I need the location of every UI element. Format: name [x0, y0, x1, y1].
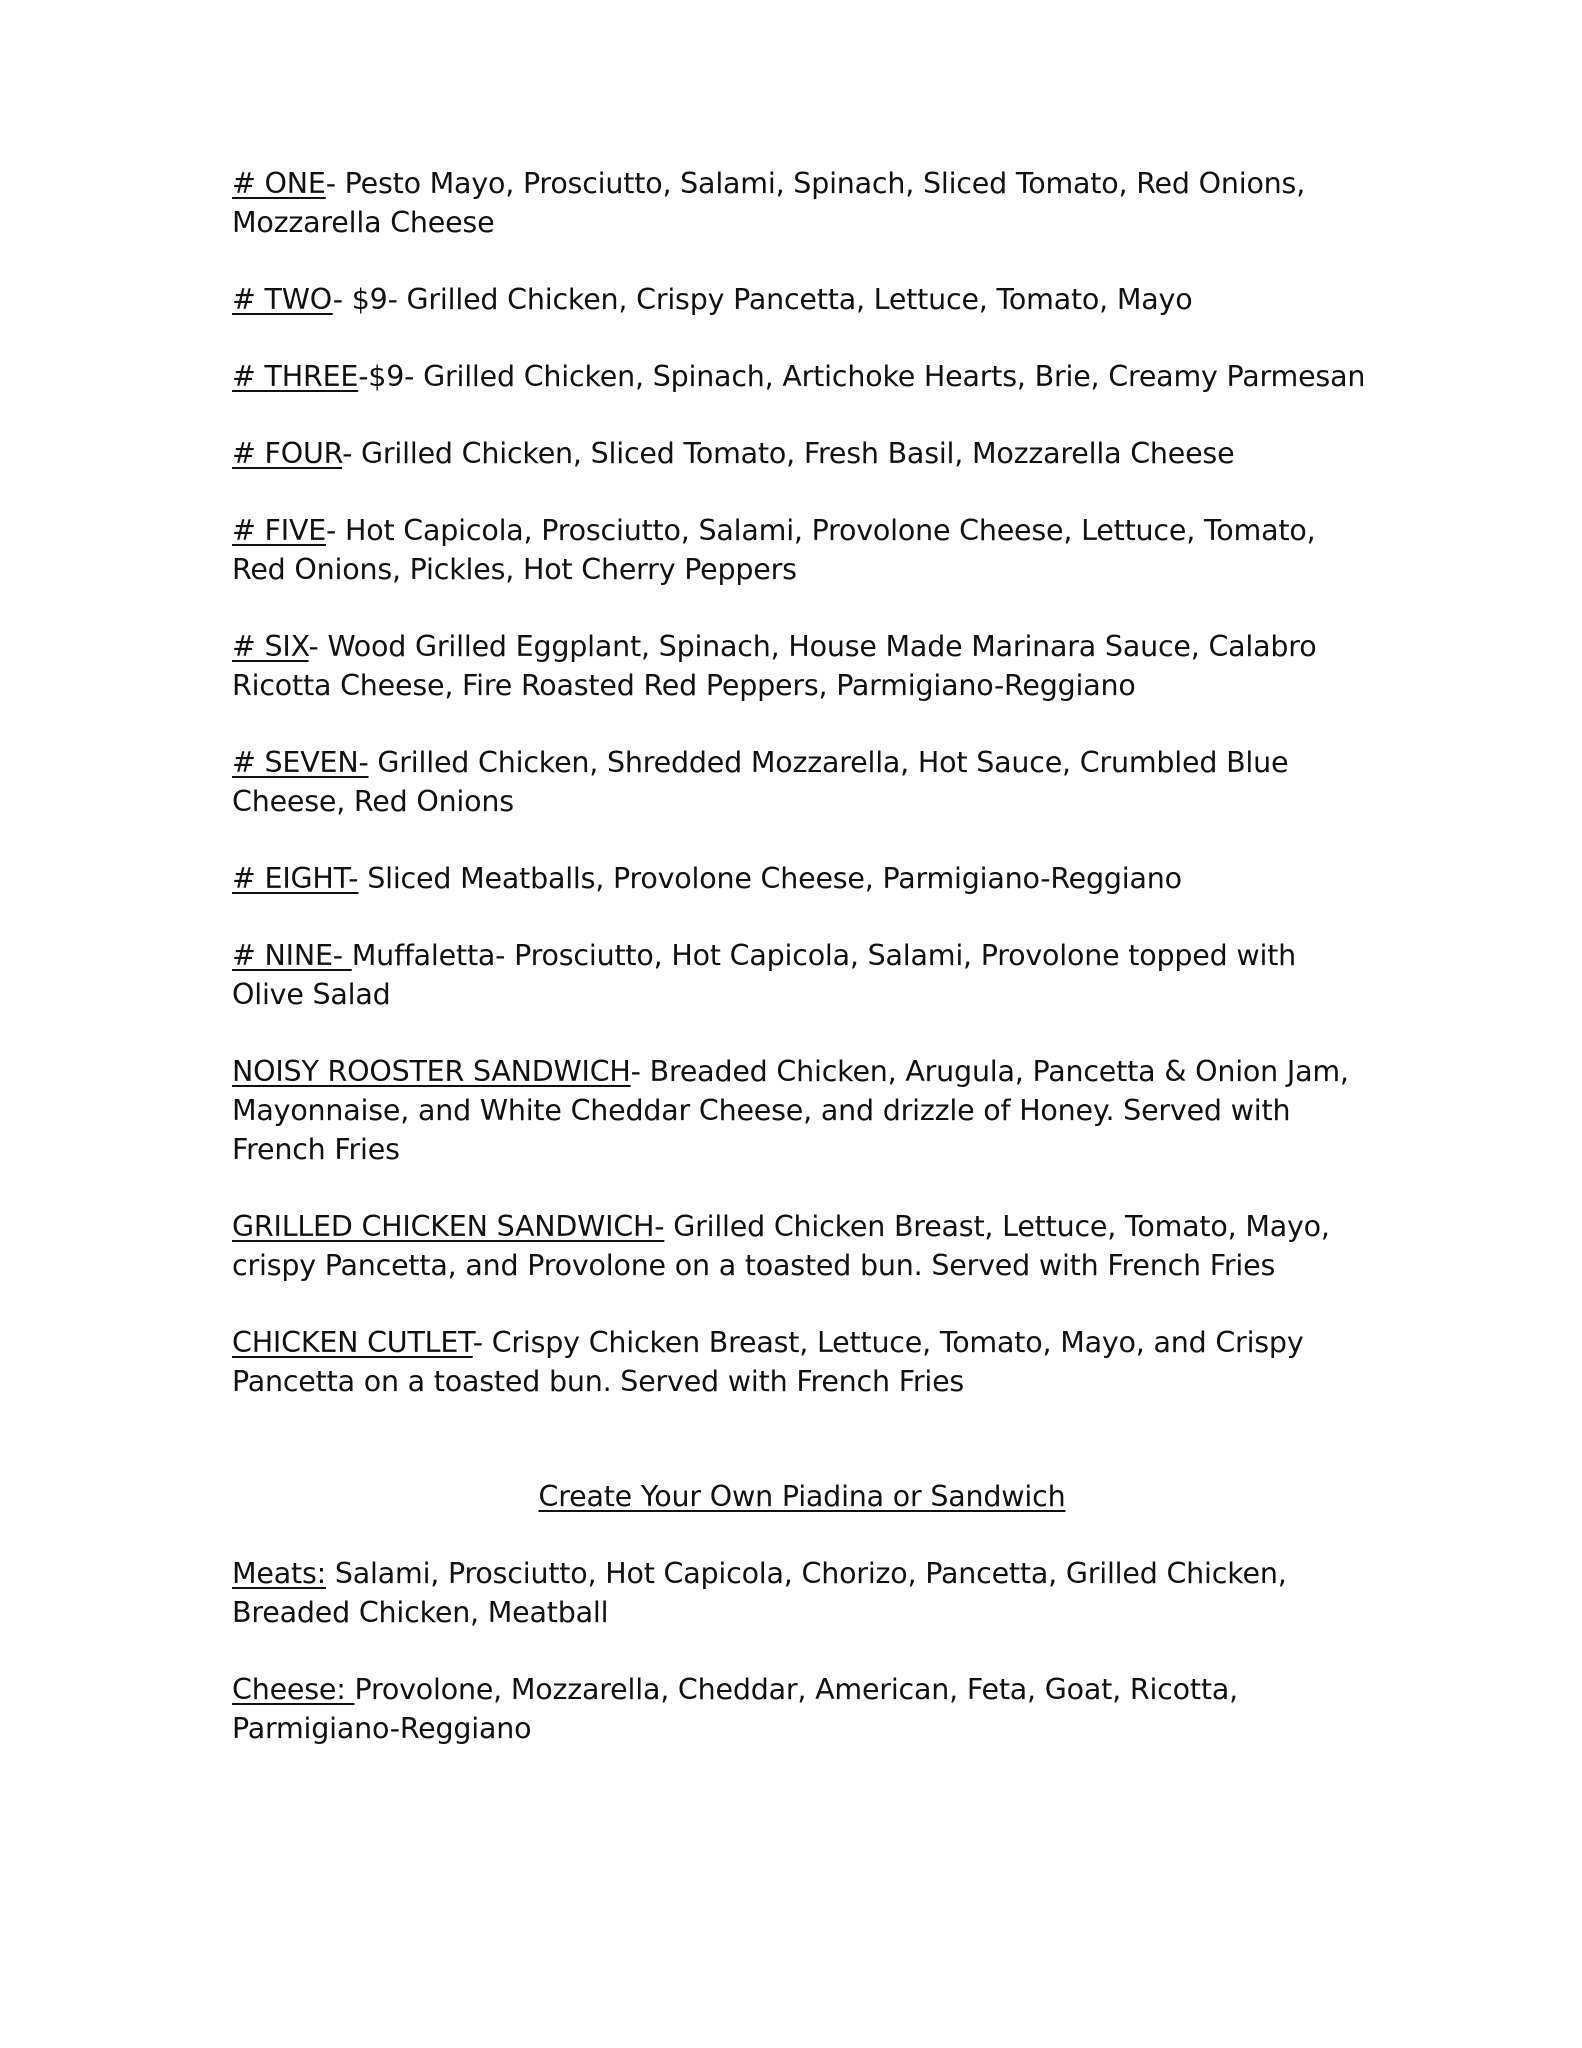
menu-item-chicken-cutlet — [232, 1323, 1372, 1401]
item-name: # SEVEN- — [232, 746, 369, 779]
item-description: - Crispy Chicken Breast, Lettuce, Tomato, Mayo, and Crispy Pancetta on a toasted bun. Served with French Fries — [232, 1326, 1304, 1398]
item-name: # TWO — [232, 283, 333, 316]
meats-label: Meats: — [232, 1557, 327, 1590]
item-description: - Hot Capicola, Prosciutto, Salami, Provolone Cheese, Lettuce, Tomato, Red Onions, Pickles, Hot Cherry Peppers — [232, 514, 1316, 586]
meats-list: Salami, Prosciutto, Hot Capicola, Chorizo, Pancetta, Grilled Chicken, Breaded Chicken, Meatball — [232, 1557, 1287, 1629]
item-name: # SIX — [232, 630, 309, 663]
item-name: NOISY ROOSTER SANDWICH — [232, 1055, 631, 1088]
menu-item-noisy-rooster — [232, 1052, 1372, 1169]
item-description: Grilled Chicken Breast, Lettuce, Tomato, Mayo, crispy Pancetta, and Provolone on a toasted bun. Served with French Fries — [232, 1210, 1330, 1282]
item-description: Grilled Chicken, Shredded Mozzarella, Hot Sauce, Crumbled Blue Cheese, Red Onions — [232, 746, 1289, 818]
item-name: # ONE — [232, 167, 326, 200]
item-description: - Pesto Mayo, Prosciutto, Salami, Spinach, Sliced Tomato, Red Onions, Mozzarella Cheese — [232, 167, 1306, 239]
menu-item-four — [232, 434, 1372, 473]
menu-item-grilled-chicken-sandwich — [232, 1207, 1372, 1285]
item-name: # FIVE — [232, 514, 327, 547]
item-description: Muffaletta- Prosciutto, Hot Capicola, Salami, Provolone topped with Olive Salad — [232, 939, 1297, 1011]
item-description: - Breaded Chicken, Arugula, Pancetta & Onion Jam, Mayonnaise, and White Cheddar Cheese, and drizzle of Honey. Served with French Fries — [232, 1055, 1349, 1166]
menu-item-seven — [232, 743, 1372, 821]
create-your-own-heading: Create Your Own Piadina or Sandwich — [538, 1480, 1066, 1513]
item-description: -$9- Grilled Chicken, Spinach, Artichoke Hearts, Brie, Creamy Parmesan — [358, 360, 1366, 393]
cheese-list: Provolone, Mozzarella, Cheddar, American, Feta, Goat, Ricotta, Parmigiano-Reggiano — [232, 1673, 1238, 1745]
menu-item-two — [232, 280, 1372, 319]
item-name: # FOUR — [232, 437, 343, 470]
menu-item-three — [232, 357, 1372, 396]
item-name: CHICKEN CUTLET — [232, 1326, 473, 1359]
item-description: - Grilled Chicken, Sliced Tomato, Fresh Basil, Mozzarella Cheese — [342, 437, 1235, 470]
cheese-label: Cheese: — [232, 1673, 355, 1706]
item-description: - Wood Grilled Eggplant, Spinach, House Made Marinara Sauce, Calabro Ricotta Cheese, Fire Roasted Red Peppers, Parmigiano-Reggiano — [232, 630, 1317, 702]
item-description: Sliced Meatballs, Provolone Cheese, Parmigiano-Reggiano — [358, 862, 1182, 895]
cheese-options — [232, 1670, 1372, 1748]
item-name: # EIGHT- — [232, 862, 359, 895]
menu-item-five — [232, 511, 1372, 589]
item-name: # NINE- — [232, 939, 352, 972]
menu-item-six — [232, 627, 1372, 705]
menu-item-eight — [232, 859, 1372, 898]
item-name: GRILLED CHICKEN SANDWICH- — [232, 1210, 665, 1243]
menu-page — [232, 164, 1372, 1786]
item-name: # THREE — [232, 360, 359, 393]
menu-item-nine — [232, 936, 1372, 1014]
item-description: - $9- Grilled Chicken, Crispy Pancetta, Lettuce, Tomato, Mayo — [332, 283, 1193, 316]
menu-item-one — [232, 164, 1372, 242]
meats-options — [232, 1554, 1372, 1632]
